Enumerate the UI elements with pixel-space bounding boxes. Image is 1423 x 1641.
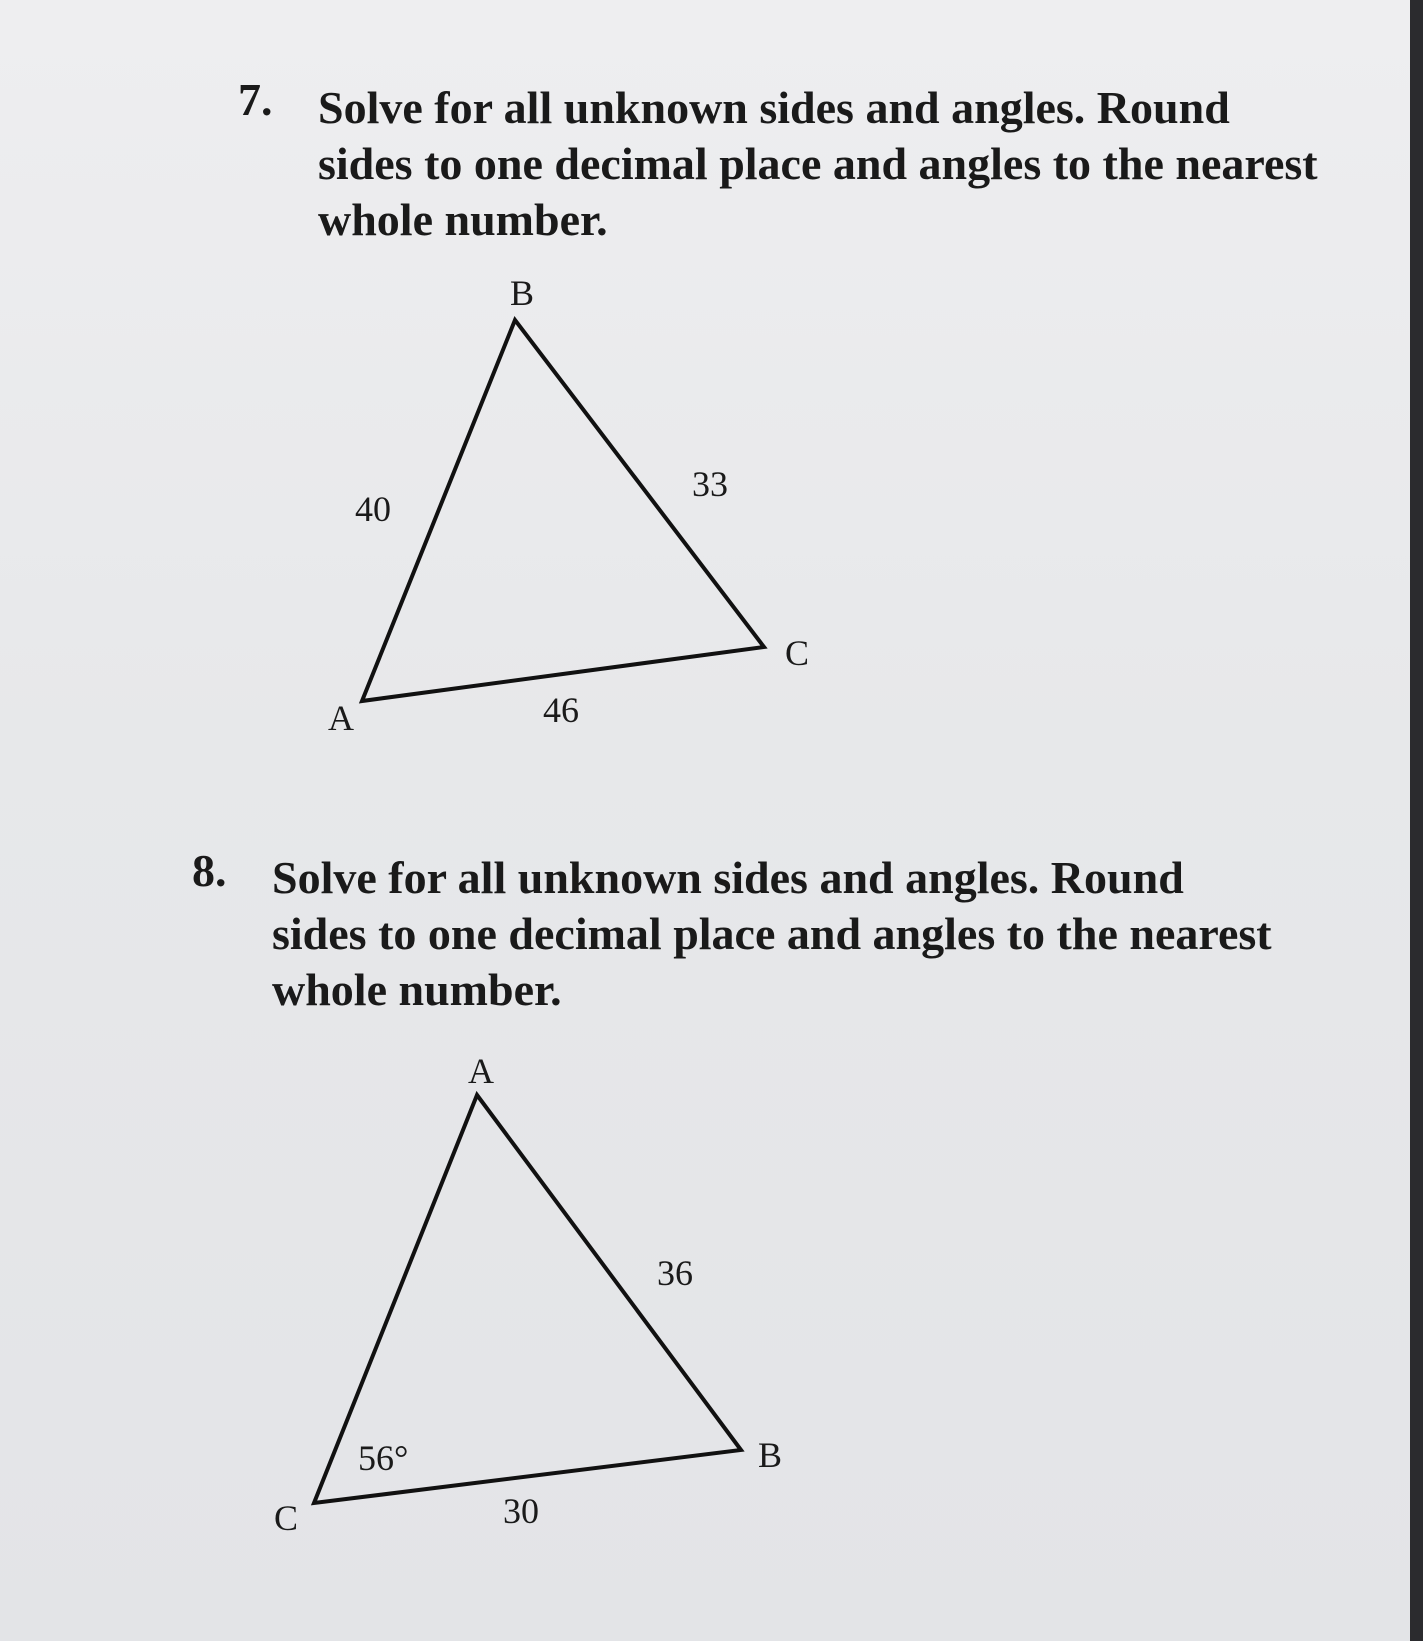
triangle-8-side-CB: 30 [503, 1491, 539, 1531]
triangle-7-side-AB: 40 [355, 489, 391, 529]
triangle-7-side-BC: 33 [692, 464, 728, 504]
problem-7-line-2: sides to one decimal place and angles to the nearest [318, 138, 1318, 189]
problem-8-line-1: Solve for all unknown sides and angles. Round [272, 852, 1184, 903]
triangle-8-side-AB: 36 [657, 1253, 693, 1293]
triangle-7-vertex-A: A [328, 698, 354, 738]
triangle-7-vertex-B: B [510, 273, 535, 313]
triangle-8-vertex-C: C [274, 1498, 299, 1538]
problem-7-line-3: whole number. [318, 194, 608, 245]
triangle-7-side-AC: 46 [543, 690, 579, 730]
problem-7-line-1: Solve for all unknown sides and angles. Round [318, 82, 1230, 133]
triangle-7-vertex-C: C [785, 633, 810, 673]
triangle-8-angle-C: 56° [358, 1438, 409, 1478]
triangle-8-vertex-A: A [468, 1051, 494, 1091]
triangle-8-vertex-B: B [758, 1435, 783, 1475]
problem-7-number: 7. [238, 74, 273, 125]
problem-8-line-2: sides to one decimal place and angles to the nearest [272, 908, 1272, 959]
problem-8-number: 8. [192, 845, 227, 896]
problem-8-line-3: whole number. [272, 964, 562, 1015]
